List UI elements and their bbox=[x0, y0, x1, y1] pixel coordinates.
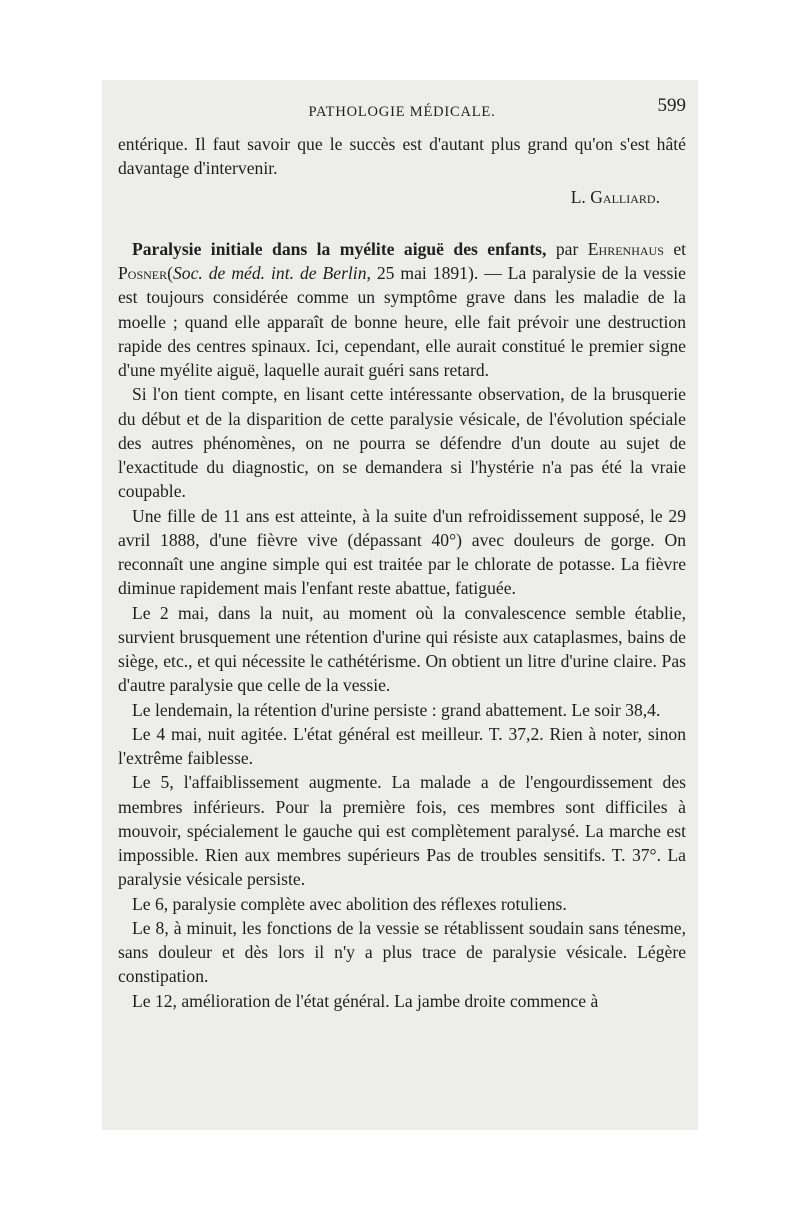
body-paragraph: Si l'on tient compte, en lisant cette intéressante observation, de la brusquerie du début et de la disparition de cette paralysie vésicale, de l'évolution spéciale des autres phénomènes, on ne pourra se défendre d'un doute au sujet de l'exactitude du diagnostic, on se demandera si l'hystérie n'a pas été la vraie coupable. bbox=[118, 384, 686, 502]
author-signature: L. Galliard. bbox=[570, 186, 660, 207]
body-paragraph: Le 6, paralysie complète avec abolition des réflexes rotuliens. bbox=[132, 893, 567, 914]
section-gap bbox=[118, 209, 686, 237]
source-date: 25 mai 1891). bbox=[376, 263, 479, 283]
and-word: et bbox=[673, 238, 687, 259]
source-paren: ( bbox=[167, 263, 173, 283]
body-paragraph: Le 12, amélioration de l'état général. La jambe droite commence à bbox=[132, 990, 599, 1011]
body-paragraph: Le 8, à minuit, les fonctions de la vessie se rétablissent soudain sans ténesme, sans douleur et dès lors il n'y a plus trace de paralysie vésicale. Légère constipation. bbox=[118, 917, 686, 987]
running-title: PATHOLOGIE MÉDICALE. bbox=[308, 104, 496, 120]
author-name: Ehrenhaus bbox=[587, 238, 664, 259]
source-citation: Soc. de méd. int. de Berlin, bbox=[172, 263, 371, 283]
author-name: Posner bbox=[118, 263, 168, 283]
body-paragraph: Une fille de 11 ans est atteinte, à la suite d'un refroidissement supposé, le 29 avril 1888, d'une fièvre vive (dépassant 40°) avec douleurs de gorge. On reconnaît une angine simple qui est traitée par le chlorate de potasse. La fièvre diminue rapidement mais l'enfant reste abattue, fatiguée. bbox=[118, 505, 686, 599]
carryover-paragraph: entérique. Il faut savoir que le succès est d'autant plus grand qu'on s'est hâté davantage d'intervenir. bbox=[118, 134, 686, 179]
page-content bbox=[118, 95, 687, 1013]
page-number: 599 bbox=[657, 95, 686, 116]
body-paragraph: Le lendemain, la rétention d'urine persiste : grand abattement. Le soir 38,4. bbox=[132, 699, 661, 720]
article-intro-text: — La paralysie de la vessie est toujours considérée comme un symptôme grave dans les maladie de la moelle ; quand elle apparaît de bonne heure, elle fait prévoir une destruction rapide des centres spinaux. Ici, cependant, elle aurait constitué le premier signe d'une myélite aiguë, laquelle aurait guéri sans retard. bbox=[118, 263, 686, 380]
article-title: Paralysie initiale dans la myélite aiguë des enfants, bbox=[132, 238, 547, 259]
body-paragraph: Le 2 mai, dans la nuit, au moment où la convalescence semble établie, survient brusquement une rétention d'urine qui résiste aux cataplasmes, bains de siège, etc., et qui nécessite le cathétérisme. On obtient un litre d'urine claire. Pas d'autre paralysie que celle de la vessie. bbox=[118, 602, 686, 696]
scanned-page bbox=[102, 80, 698, 1130]
article-intro-paragraph bbox=[118, 237, 686, 383]
by-word: par bbox=[555, 238, 579, 259]
running-head bbox=[118, 95, 686, 122]
body-paragraph: Le 4 mai, nuit agitée. L'état général est meilleur. T. 37,2. Rien à noter, sinon l'extrême faiblesse. bbox=[118, 723, 686, 768]
body-paragraph: Le 5, l'affaiblissement augmente. La malade a de l'engourdissement des membres inférieurs. Pour la première fois, ces membres sont difficiles à mouvoir, spécialement le gauche qui est complètement paralysé. La marche est impossible. Rien aux membres supérieurs Pas de troubles sensitifs. T. 37°. La paralysie vésicale persiste. bbox=[118, 772, 686, 890]
